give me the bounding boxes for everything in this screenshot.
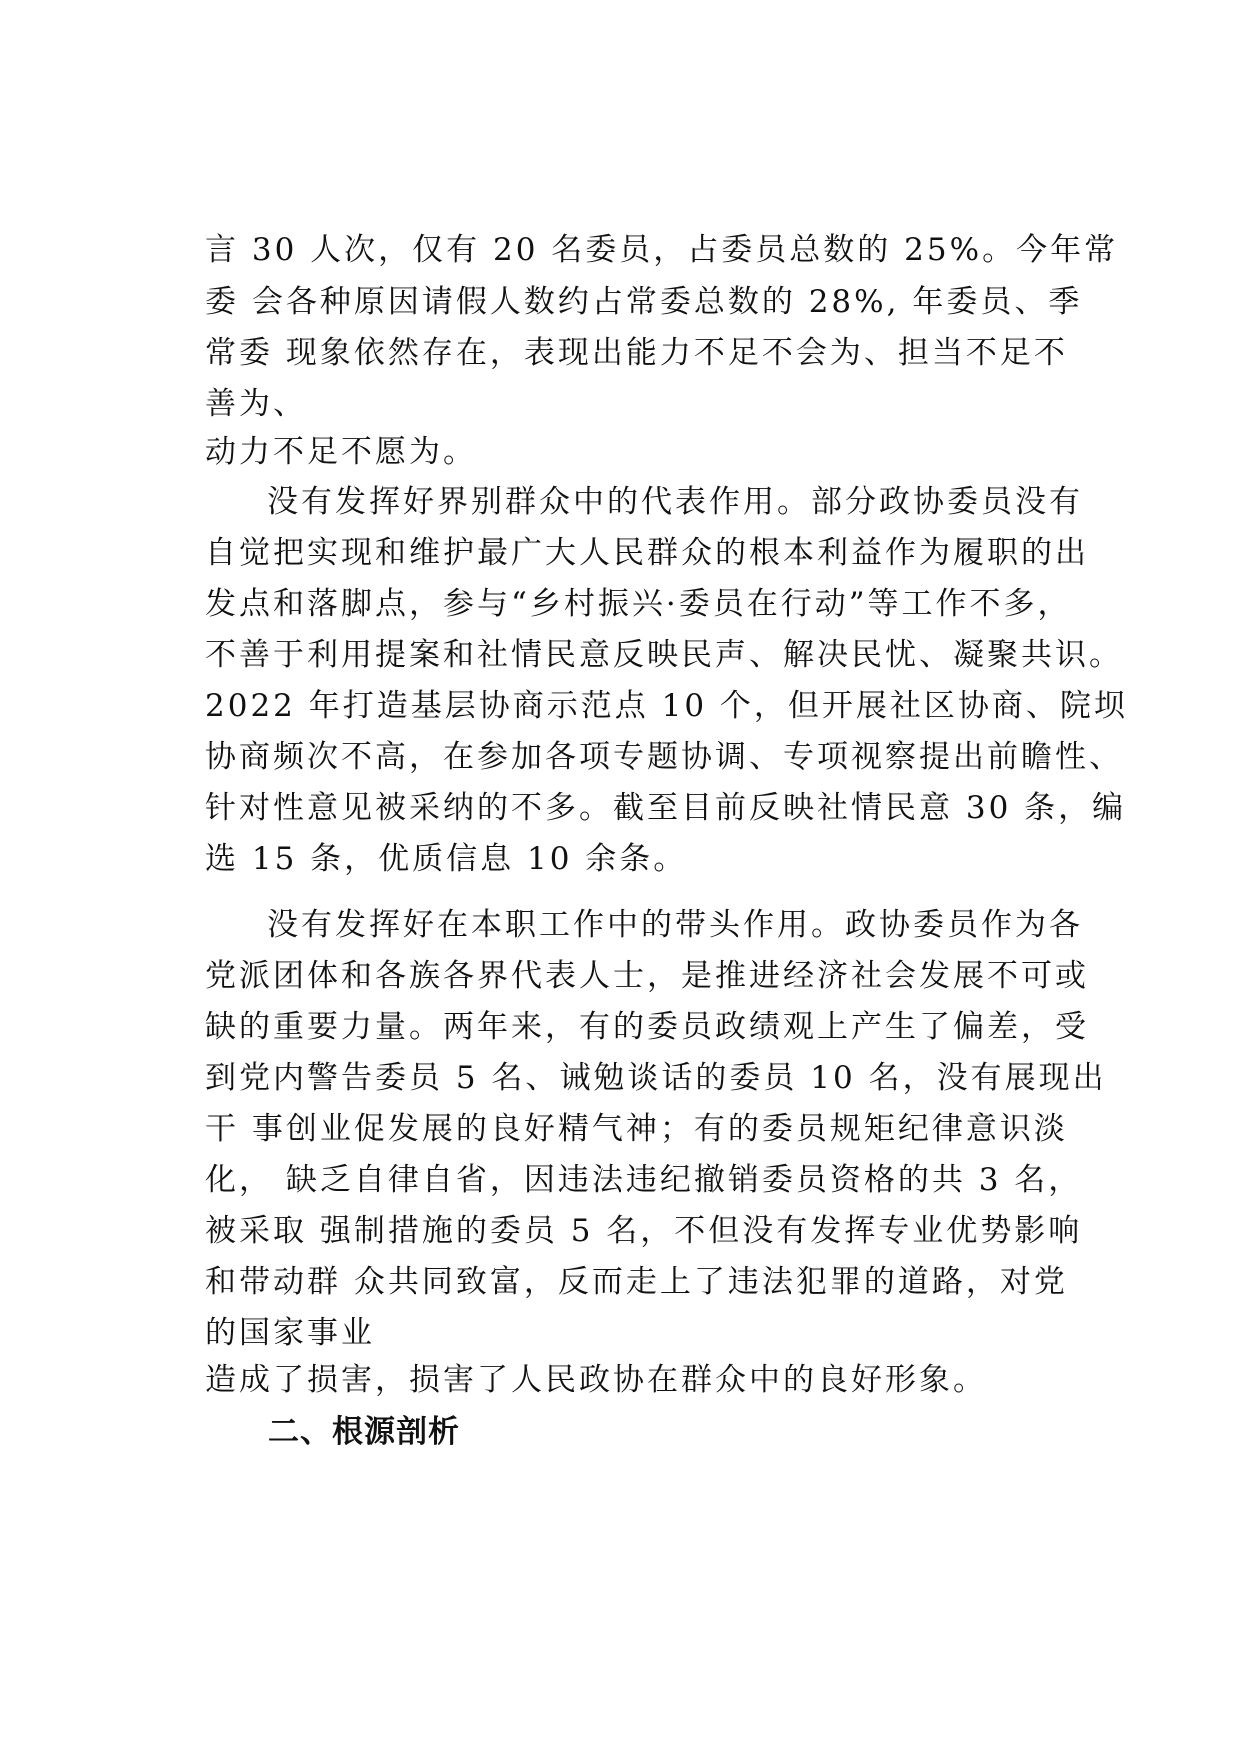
paragraph-3-line-4: 到党内警告委员 5 名、诫勉谈话的委员 10 名，没有展现出 <box>205 1060 1107 1096</box>
paragraph-2-line-2: 自觉把实现和维护最广大人民群众的根本利益作为履职的出 <box>205 535 1089 571</box>
paragraph-1-line-3: 常委 现象依然存在，表现出能力不足不会为、担当不足不 <box>205 335 1068 371</box>
section-heading: 二、根源剖析 <box>268 1414 460 1450</box>
paragraph-3-line-1: 没有发挥好在本职工作中的带头作用。政协委员作为各 <box>267 907 1083 943</box>
paragraph-2-line-7: 针对性意见被采纳的不多。截至目前反映社情民意 30 条，编 <box>205 790 1127 826</box>
paragraph-3-line-2: 党派团体和各族各界代表人士，是推进经济社会发展不可或 <box>205 958 1089 994</box>
paragraph-3-line-9: 的国家事业 <box>205 1315 375 1351</box>
paragraph-3-line-6: 化， 缺乏自律自省，因违法违纪撤销委员资格的共 3 名， <box>205 1162 1083 1198</box>
paragraph-3-line-8: 和带动群 众共同致富，反而走上了违法犯罪的道路，对党 <box>205 1264 1068 1300</box>
paragraph-2-line-8: 选 15 条，优质信息 10 余条。 <box>205 841 688 877</box>
paragraph-2-line-3: 发点和落脚点，参与“乡村振兴·委员在行动”等工作不多， <box>205 586 1072 622</box>
paragraph-2-line-1: 没有发挥好界别群众中的代表作用。部分政协委员没有 <box>267 484 1083 520</box>
paragraph-1-line-2: 委 会各种原因请假人数约占常委总数的 28%, 年委员、季 <box>205 284 1083 320</box>
paragraph-3-line-7: 被采取 强制措施的委员 5 名，不但没有发挥专业优势影响 <box>205 1213 1083 1249</box>
paragraph-3-line-5: 干 事创业促发展的良好精气神；有的委员规矩纪律意识淡 <box>205 1111 1068 1147</box>
paragraph-2-line-6: 协商频次不高，在参加各项专题协调、专项视察提出前瞻性、 <box>205 739 1123 775</box>
paragraph-1-line-1: 言 30 人次，仅有 20 名委员，占委员总数的 25%。今年常 <box>205 232 1119 268</box>
paragraph-1-line-5: 动力不足不愿为。 <box>205 434 477 470</box>
paragraph-2-line-5: 2022 年打造基层协商示范点 10 个，但开展社区协商、院坝 <box>205 688 1128 724</box>
paragraph-3-line-3: 缺的重要力量。两年来，有的委员政绩观上产生了偏差，受 <box>205 1009 1089 1045</box>
paragraph-3-line-10: 造成了损害，损害了人民政协在群众中的良好形象。 <box>205 1362 987 1398</box>
paragraph-1-line-4: 善为、 <box>205 386 307 422</box>
paragraph-2-line-4: 不善于利用提案和社情民意反映民声、解决民忧、凝聚共识。 <box>205 637 1123 673</box>
